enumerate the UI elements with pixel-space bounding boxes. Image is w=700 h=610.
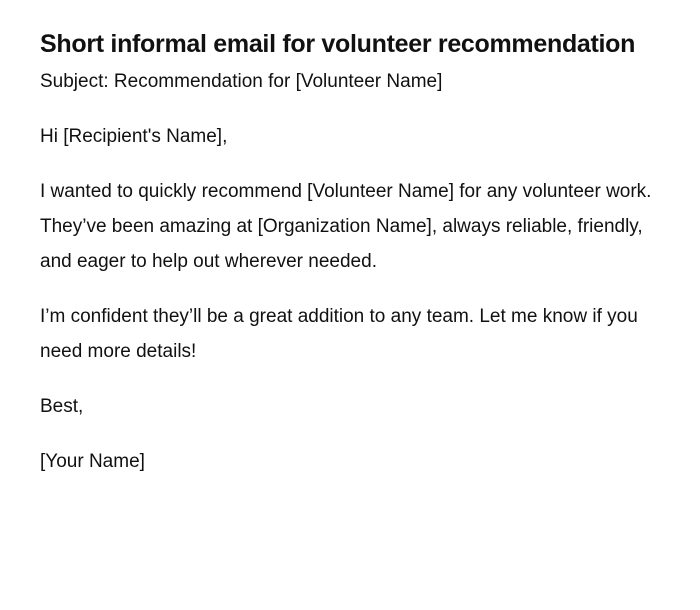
body-paragraph-1: I wanted to quickly recommend [Volunteer Name] for any volunteer work. They’ve been amazing at [Organization Name], always reliable, friendly, and eager to help out wherever needed. [40, 181, 652, 272]
subject-line: Subject: Recommendation for [Volunteer Name] [40, 71, 443, 92]
closing: Best, [40, 396, 84, 417]
body-paragraph-2: I’m confident they’ll be a great addition to any team. Let me know if you need more details! [40, 306, 638, 362]
signature: [Your Name] [40, 451, 145, 472]
greeting: Hi [Recipient's Name], [40, 126, 228, 147]
document-title: Short informal email for volunteer recommendation [40, 30, 636, 58]
